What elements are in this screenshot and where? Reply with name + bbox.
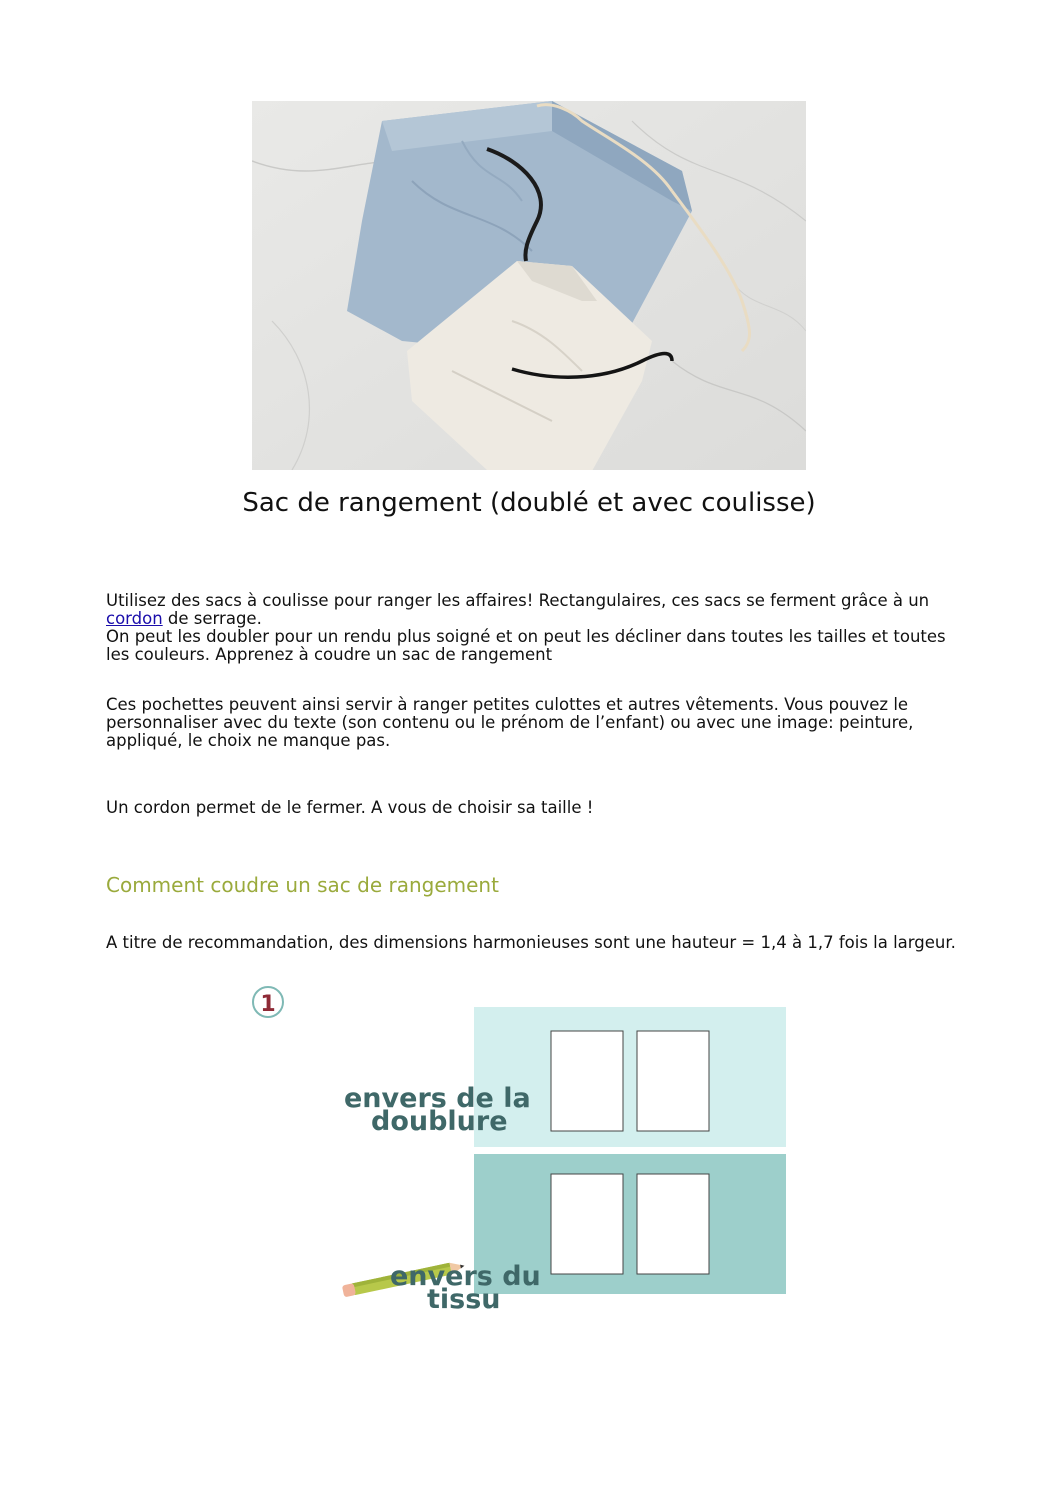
usage-paragraph: Ces pochettes peuvent ainsi servir à ranger petites culottes et autres vêtements. Vous pouvez le personnaliser avec du texte (son contenu ou le prénom de l’enfant) ou avec une image: peinture, appliqué, le choix ne manque pas. bbox=[106, 695, 914, 750]
intro-paragraph bbox=[106, 592, 956, 664]
lining-pattern-piece bbox=[637, 1031, 709, 1131]
fabric-pattern-piece bbox=[637, 1174, 709, 1274]
recommendation-paragraph: A titre de recommandation, des dimensions harmonieuses sont une hauteur = 1,4 à 1,7 fois la largeur. bbox=[106, 933, 956, 952]
fabric-label-line2: tissu bbox=[427, 1284, 501, 1315]
cordon-link[interactable]: cordon bbox=[106, 609, 163, 628]
fabric-pattern-piece bbox=[551, 1174, 623, 1274]
lining-label-line1: envers de la bbox=[344, 1083, 531, 1114]
step-1-diagram bbox=[252, 985, 792, 1320]
intro-text: Utilisez des sacs à coulisse pour ranger les affaires! Rectangulaires, ces sacs se ferment grâce à un bbox=[106, 591, 930, 610]
lining-fabric-rect bbox=[474, 1007, 786, 1147]
lining-pattern-piece bbox=[551, 1031, 623, 1131]
step-number: 1 bbox=[260, 992, 276, 1017]
intro-text-end: de serrage. bbox=[162, 609, 262, 628]
hero-photo bbox=[252, 101, 806, 470]
lining-label-line2: doublure bbox=[371, 1106, 508, 1137]
fabric-label-line1: envers du bbox=[390, 1261, 541, 1292]
closing-paragraph: Un cordon permet de le fermer. A vous de choisir sa taille ! bbox=[106, 798, 594, 817]
page-title: Sac de rangement (doublé et avec coulisse) bbox=[242, 488, 816, 518]
intro-line-2: On peut les doubler pour un rendu plus soigné et on peut les décliner dans toutes les tailles et toutes les couleurs. Apprenez à coudre un sac de rangement bbox=[106, 627, 946, 664]
section-heading: Comment coudre un sac de rangement bbox=[106, 873, 499, 897]
step-number-badge bbox=[253, 987, 283, 1017]
